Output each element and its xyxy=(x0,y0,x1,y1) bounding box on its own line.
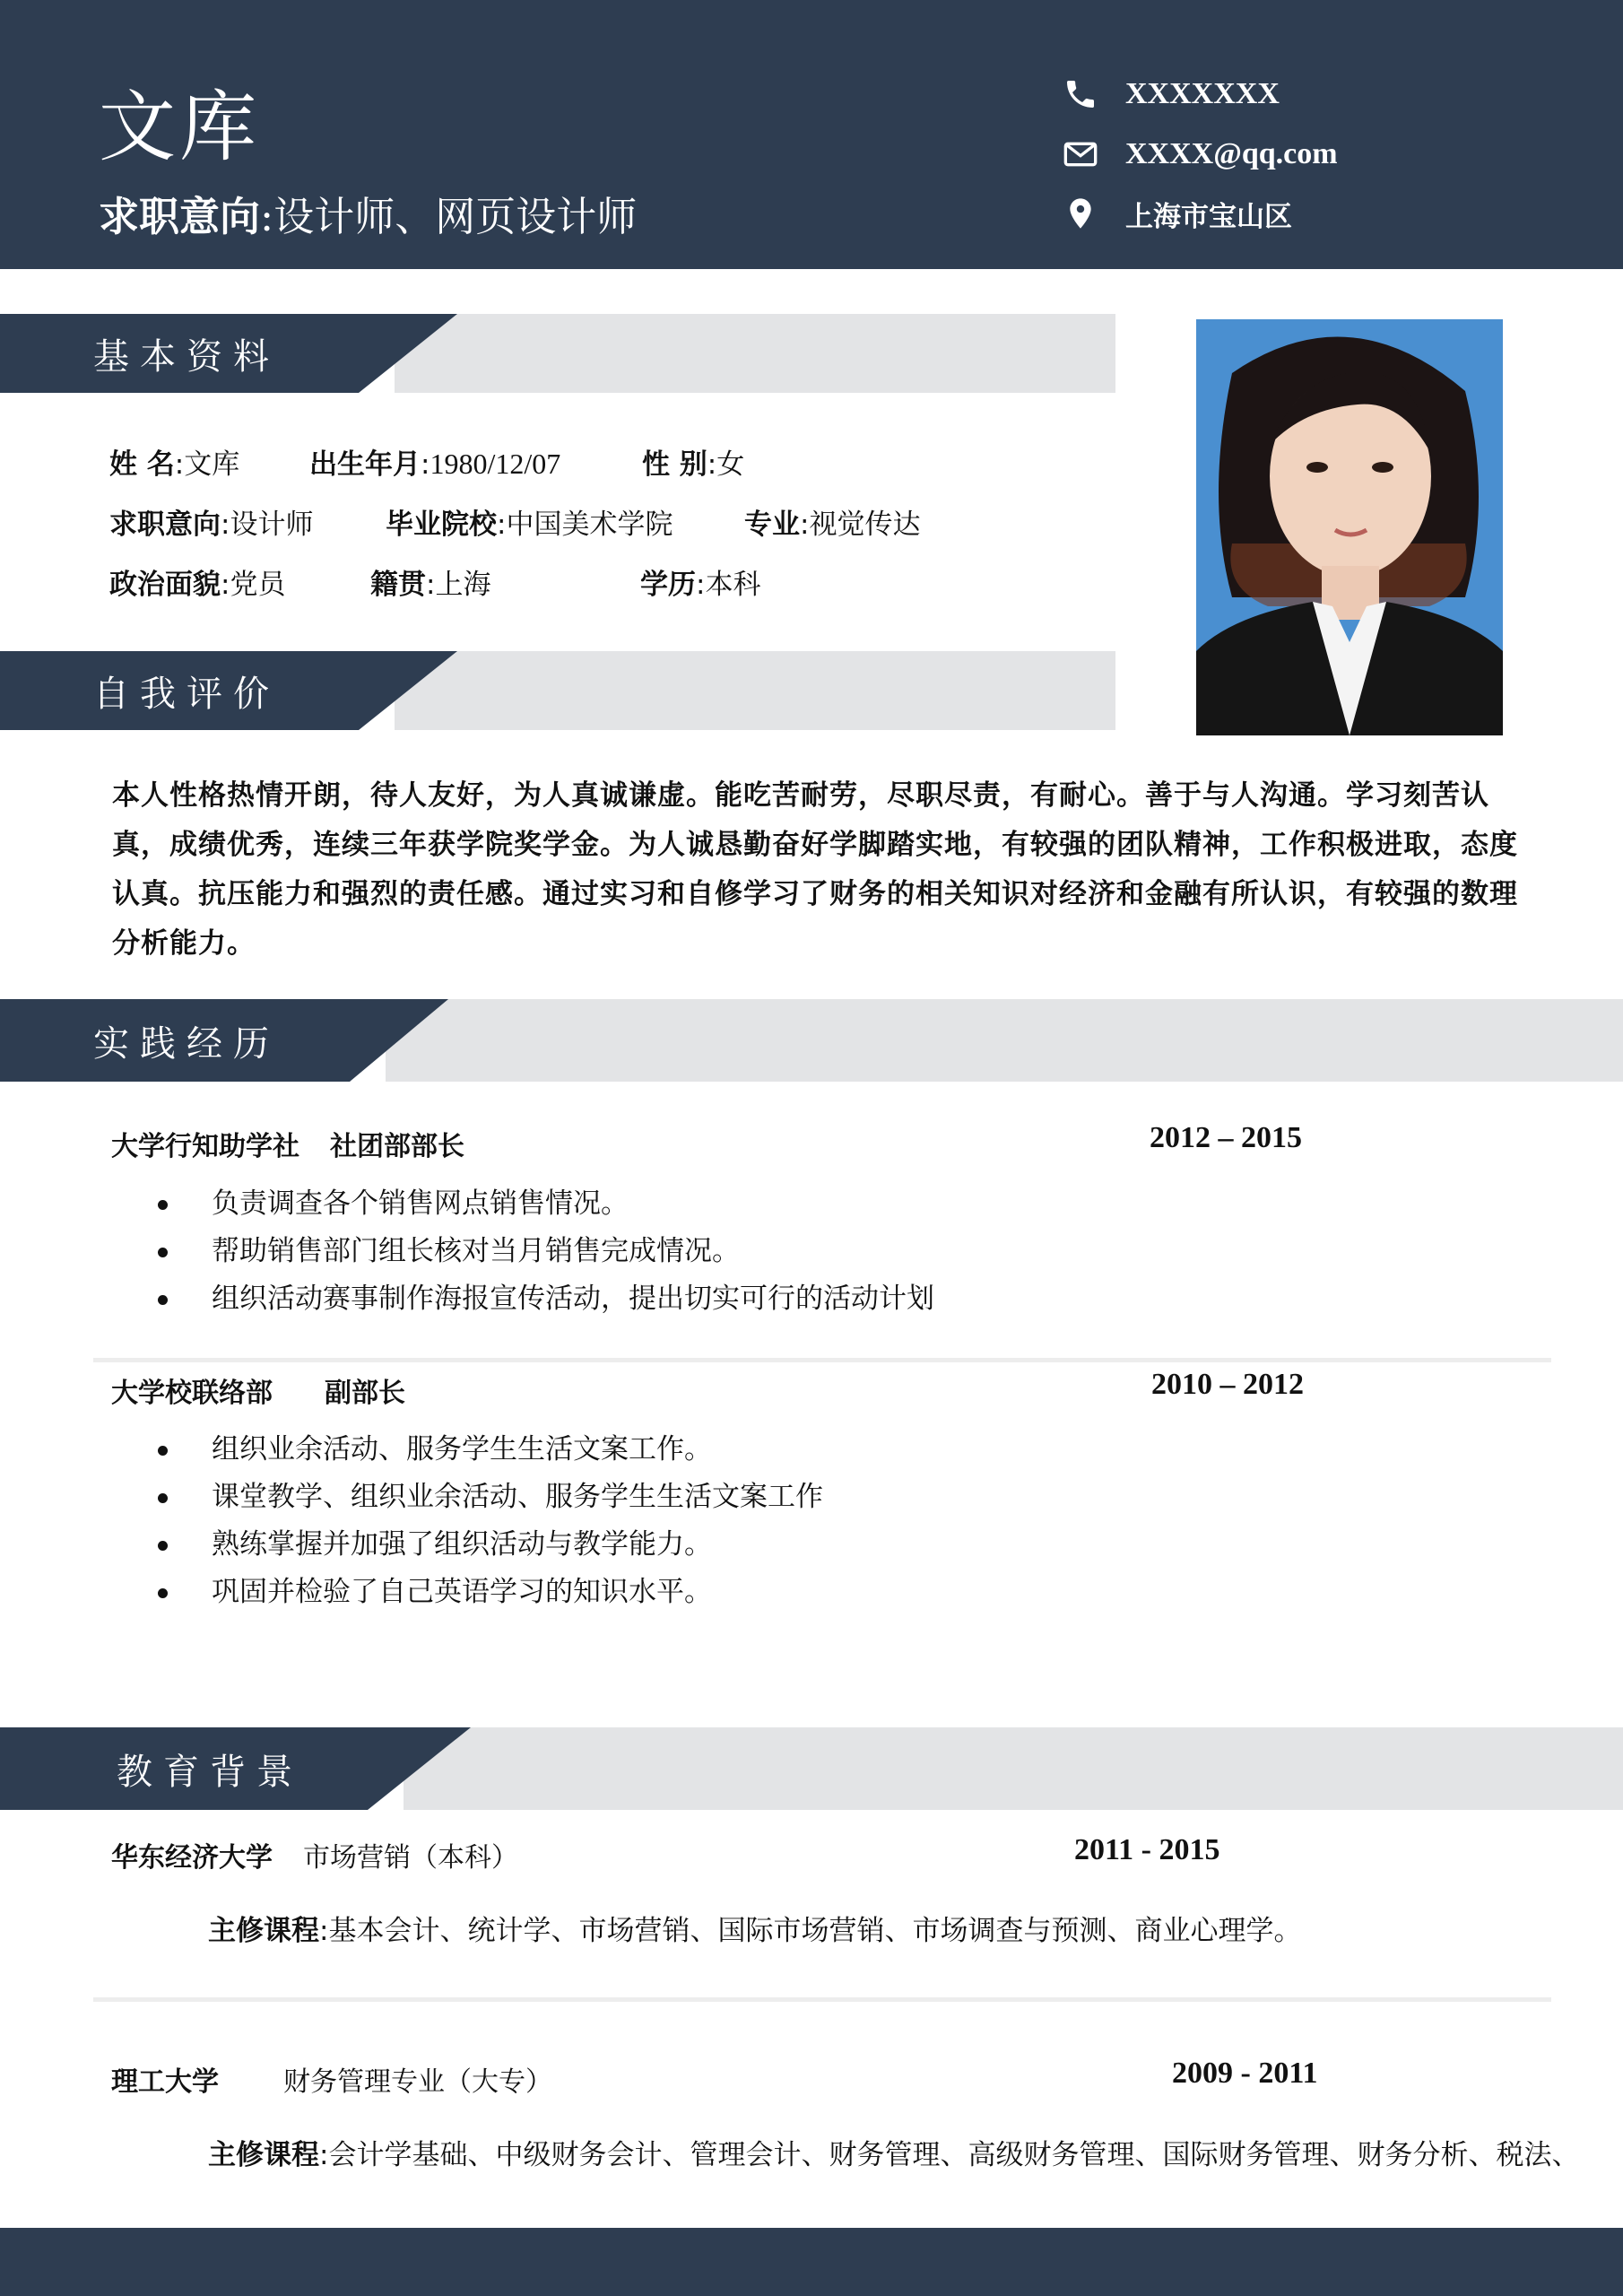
info-name: 姓 名:文库 xyxy=(109,448,240,481)
exp1-org: 大学行知助学社 社团部部长 xyxy=(111,1131,464,1162)
footer-banner xyxy=(0,2228,1623,2296)
info-gender: 性 别:女 xyxy=(642,448,745,481)
job-intent-label: 求职意向 xyxy=(99,193,261,240)
job-intent-value: 设计师、网页设计师 xyxy=(273,193,638,240)
edu2-school: 理工大学 财务管理专业（大专） xyxy=(111,2066,552,2098)
phone-text: XXXXXXX xyxy=(1125,77,1280,110)
section-education-header xyxy=(0,1727,1623,1810)
edu2-courses: 主修课程:会计学基础、中级财务会计、管理会计、财务管理、高级财务管理、国际财务管理、财务分析、税法、 xyxy=(208,2139,1580,2171)
phone-icon xyxy=(1063,76,1098,112)
exp2-list xyxy=(158,1426,823,1616)
section-title-basic: 基本资料 xyxy=(93,336,280,378)
list-item: 帮助销售部门组长核对当月销售完成情况。 xyxy=(158,1228,934,1275)
edu1-courses: 主修课程:基本会计、统计学、市场营销、国际市场营销、市场调查与预测、商业心理学。 xyxy=(208,1915,1302,1947)
info-birth: 出生年月:1980/12/07 xyxy=(309,448,561,481)
info-politics: 政治面貌:党员 xyxy=(109,569,286,601)
section-self-header xyxy=(0,651,1115,730)
list-item: 负责调查各个销售网点销售情况。 xyxy=(158,1180,934,1228)
job-intent: 求职意向:设计师、网页设计师 xyxy=(99,193,638,240)
edu2-period: 2009 - 2011 xyxy=(1172,2057,1318,2090)
edu1-school: 华东经济大学 市场营销（本科） xyxy=(111,1842,518,1874)
section-title-practice: 实践经历 xyxy=(93,1023,280,1065)
list-item: 巩固并检验了自己英语学习的知识水平。 xyxy=(158,1569,823,1616)
address-text: 上海市宝山区 xyxy=(1125,200,1292,233)
exp2-period: 2010 – 2012 xyxy=(1151,1368,1304,1401)
section-title-education: 教育背景 xyxy=(117,1752,303,1793)
divider xyxy=(93,1997,1551,2002)
email-text: XXXX@qq.com xyxy=(1125,137,1338,170)
contact-phone xyxy=(1063,76,1280,112)
section-practice-header xyxy=(0,999,1623,1082)
list-item: 组织活动赛事制作海报宣传活动，提出切实可行的活动计划 xyxy=(158,1275,934,1323)
section-title-self: 自我评价 xyxy=(93,674,280,715)
resume-name: 文库 xyxy=(99,83,260,172)
list-item: 熟练掌握并加强了组织活动与教学能力。 xyxy=(158,1521,823,1569)
exp1-list xyxy=(158,1180,934,1323)
info-degree: 学历:本科 xyxy=(640,569,761,601)
edu1-period: 2011 - 2015 xyxy=(1074,1833,1220,1866)
info-school: 毕业院校:中国美术学院 xyxy=(386,509,673,541)
contact-email xyxy=(1063,136,1338,172)
header-banner xyxy=(0,0,1623,269)
list-item: 课堂教学、组织业余活动、服务学生生活文案工作 xyxy=(158,1474,823,1521)
exp2-org: 大学校联络部 副部长 xyxy=(111,1378,405,1409)
divider xyxy=(93,1358,1551,1362)
exp1-period: 2012 – 2015 xyxy=(1150,1121,1302,1154)
location-icon xyxy=(1063,196,1098,231)
list-item: 组织业余活动、服务学生生活文案工作。 xyxy=(158,1426,823,1474)
info-major: 专业:视觉传达 xyxy=(744,509,921,541)
email-icon xyxy=(1063,136,1098,172)
self-evaluation-text: 本人性格热情开朗，待人友好，为人真诚谦虚。能吃苦耐劳，尽职尽责，有耐心。善于与人沟通。学习刻苦认真，成绩优秀，连续三年获学院奖学金。为人诚恳勤奋好学脚踏实地，有较强的团队精神，工作积极进取，态度认真。抗压能力和强烈的责任感。通过实习和自修学习了财务的相关知识对经济和金融有所认识，有较强的数理分析能力。 xyxy=(112,779,1518,960)
section-basic-header xyxy=(0,314,1115,393)
info-intent: 求职意向:设计师 xyxy=(109,509,314,541)
contact-address xyxy=(1063,196,1292,233)
profile-photo xyxy=(1196,319,1503,735)
info-origin: 籍贯:上海 xyxy=(370,569,491,601)
